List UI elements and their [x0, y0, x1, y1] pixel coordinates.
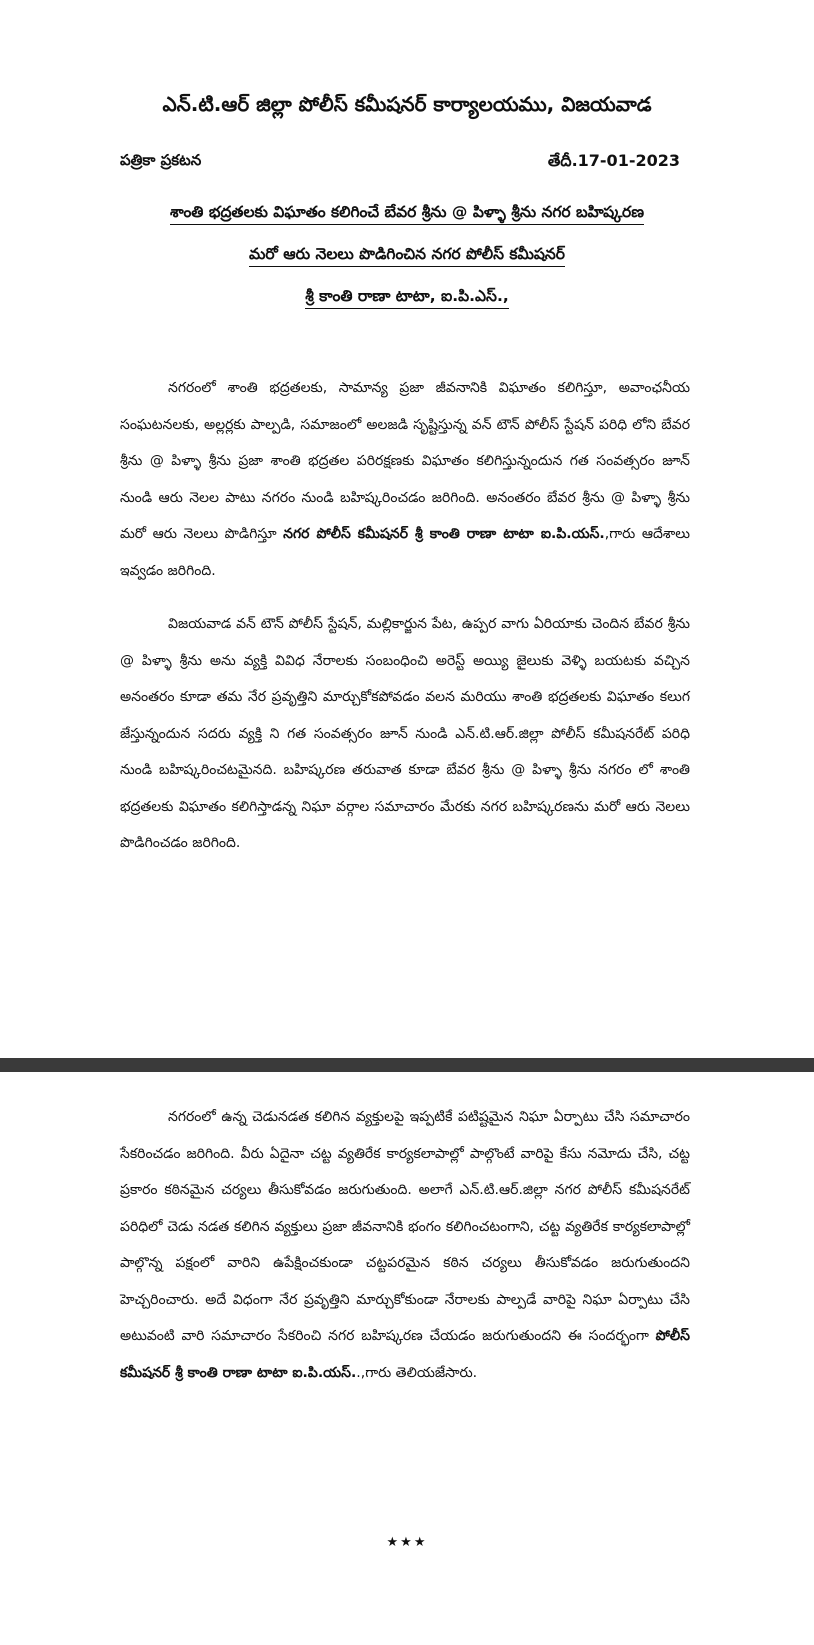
press-release-label: పత్రికా ప్రకటన: [120, 151, 202, 169]
subheading-line-1: [0, 203, 814, 225]
paragraph-1-commissioner-name: నగర పోలీస్ కమీషనర్ శ్రీ కాంతి రాణా టాటా ఐ.పి.యస్.: [283, 526, 605, 542]
paragraph-2: [120, 606, 690, 862]
end-marker-stars: ★★★: [386, 1535, 428, 1550]
paragraph-3-commissioner-name: పోలీస్ కమీషనర్ శ్రీ కాంతి రాణా టాటా ఐ.పి.యస్.: [120, 1328, 690, 1381]
release-date: తేదీ.17-01-2023: [547, 151, 680, 170]
page-divider: [0, 1058, 814, 1072]
paragraph-3: [120, 1099, 690, 1391]
subheading-line-3: [0, 287, 814, 309]
subheading-line-2: [0, 245, 814, 267]
subheading-line-1-text: శాంతి భద్రతలకు విఘాతం కలిగించే బేవర శ్రీను @ పిళ్ళా శ్రీను నగర బహిష్కరణ: [170, 203, 644, 225]
paragraph-3-tail: .,గారు తెలియజేసారు.: [356, 1364, 478, 1381]
paragraph-3-text: నగరంలో ఉన్న చెడునడత కలిగిన వ్యక్తులపై ఇప్పటికే పటిష్టమైన నిఘా ఏర్పాటు చేసి సమాచారం సేకరించడం జరిగింది. వీరు ఏదైనా చట్ట వ్యతిరేక కార్యకలాపాల్లో పాల్గొంటే వారిపై కేసు నమోదు చేసి, చట్ట ప్రకారం కఠినమైన చర్యలు తీసుకోవడం జరుగుతుంది. అలాగే ఎన్.టి.ఆర్.జిల్లా నగర పోలీస్ కమీషనరేట్ పరిధిలో చెడు నడత కలిగిన వ్యక్తులు ప్రజా జీవనానికి భంగం కలిగించటంగాని, చట్ట వ్యతిరేక కార్యకలాపాల్లో పాల్గొన్న పక్షంలో వారిని ఉపేక్షించకుండా చట్టపరమైన కఠిన చర్యలు తీసుకోవడం జరుగుతుందని హెచ్చరించారు. అదే విధంగా నేర ప్రవృత్తిని మార్చుకోకుండా నేరాలకు పాల్పడే వారిపై నిఘా ఏర్పాటు చేసి అటువంటి వారి సమాచారం సేకరించి నగర బహిష్కరణ చేయడం జరుగుతుందని ఈ సందర్భంగా: [120, 1109, 690, 1344]
subheading-line-2-text: మరో ఆరు నెలలు పొడిగించిన నగర పోలీస్ కమీషనర్: [249, 245, 565, 267]
paragraph-1-text: నగరంలో శాంతి భద్రతలకు, సామాన్య ప్రజా జీవనానికి విఘాతం కలిగిస్తూ, అవాంఛనీయ సంఘటనలకు, అల్లర్లకు పాల్పడి, సమాజంలో అలజడి సృష్టిస్తున్న వన్ టౌన్ పోలీస్ స్టేషన్ పరిధి లోని బేవర శ్రీను @ పిళ్ళా శ్రీను ప్రజా శాంతి భద్రతల పరిరక్షణకు విఘాతం కలిగిస్తున్నందున గత సంవత్సరం జూన్ నుండి ఆరు నెలల పాటు నగరం నుండి బహిష్కరించడం జరిగింది. అనంతరం బేవర శ్రీను @ పిళ్ళా శ్రీను మరో ఆరు నెలలు పొడిగిస్తూ: [120, 380, 690, 542]
office-title: ఎన్.టి.ఆర్ జిల్లా పోలీస్ కమీషనర్ కార్యాలయము, విజయవాడ: [162, 92, 652, 116]
subheading-line-3-text: శ్రీ కాంతి రాణా టాటా, ఐ.పి.ఎస్.,: [305, 287, 508, 309]
paragraph-1: [120, 370, 690, 589]
press-release-page-2: [0, 1072, 814, 1645]
paragraph-2-text: విజయవాడ వన్ టౌన్ పోలీస్ స్టేషన్, మల్లికార్జున పేట, ఉప్పర వాగు ఏరియాకు చెందిన బేవర శ్రీను @ పిళ్ళా శ్రీను అను వ్యక్తి వివిధ నేరాలకు సంబంధించి అరెస్ట్ అయ్యి జైలుకు వెళ్ళి బయటకు వచ్చిన అనంతరం కూడా తమ నేర ప్రవృత్తిని మార్చుకోకపోవడం వలన మరియు శాంతి భద్రతలకు విఘాతం కలుగ జేస్తున్నందున సదరు వ్యక్తి ని గత సంవత్సరం జూన్ నుండి ఎన్.టి.ఆర్.జిల్లా పోలీస్ కమీషనరేట్ పరిధి నుండి బహిష్కరించటమైనది. బహిష్కరణ తరువాత కూడా బేవర శ్రీను @ పిళ్ళా శ్రీను నగరం లో శాంతి భద్రతలకు విఘాతం కలిగిస్తాడన్న నిఘా వర్గాల సమాచారం మేరకు నగర బహిష్కరణను మరో ఆరు నెలలు పొడిగించడం జరిగింది.: [120, 616, 690, 851]
paragraph-1-tail: ,గారు ఆదేశాలు ఇవ్వడం జరిగింది.: [120, 526, 690, 579]
